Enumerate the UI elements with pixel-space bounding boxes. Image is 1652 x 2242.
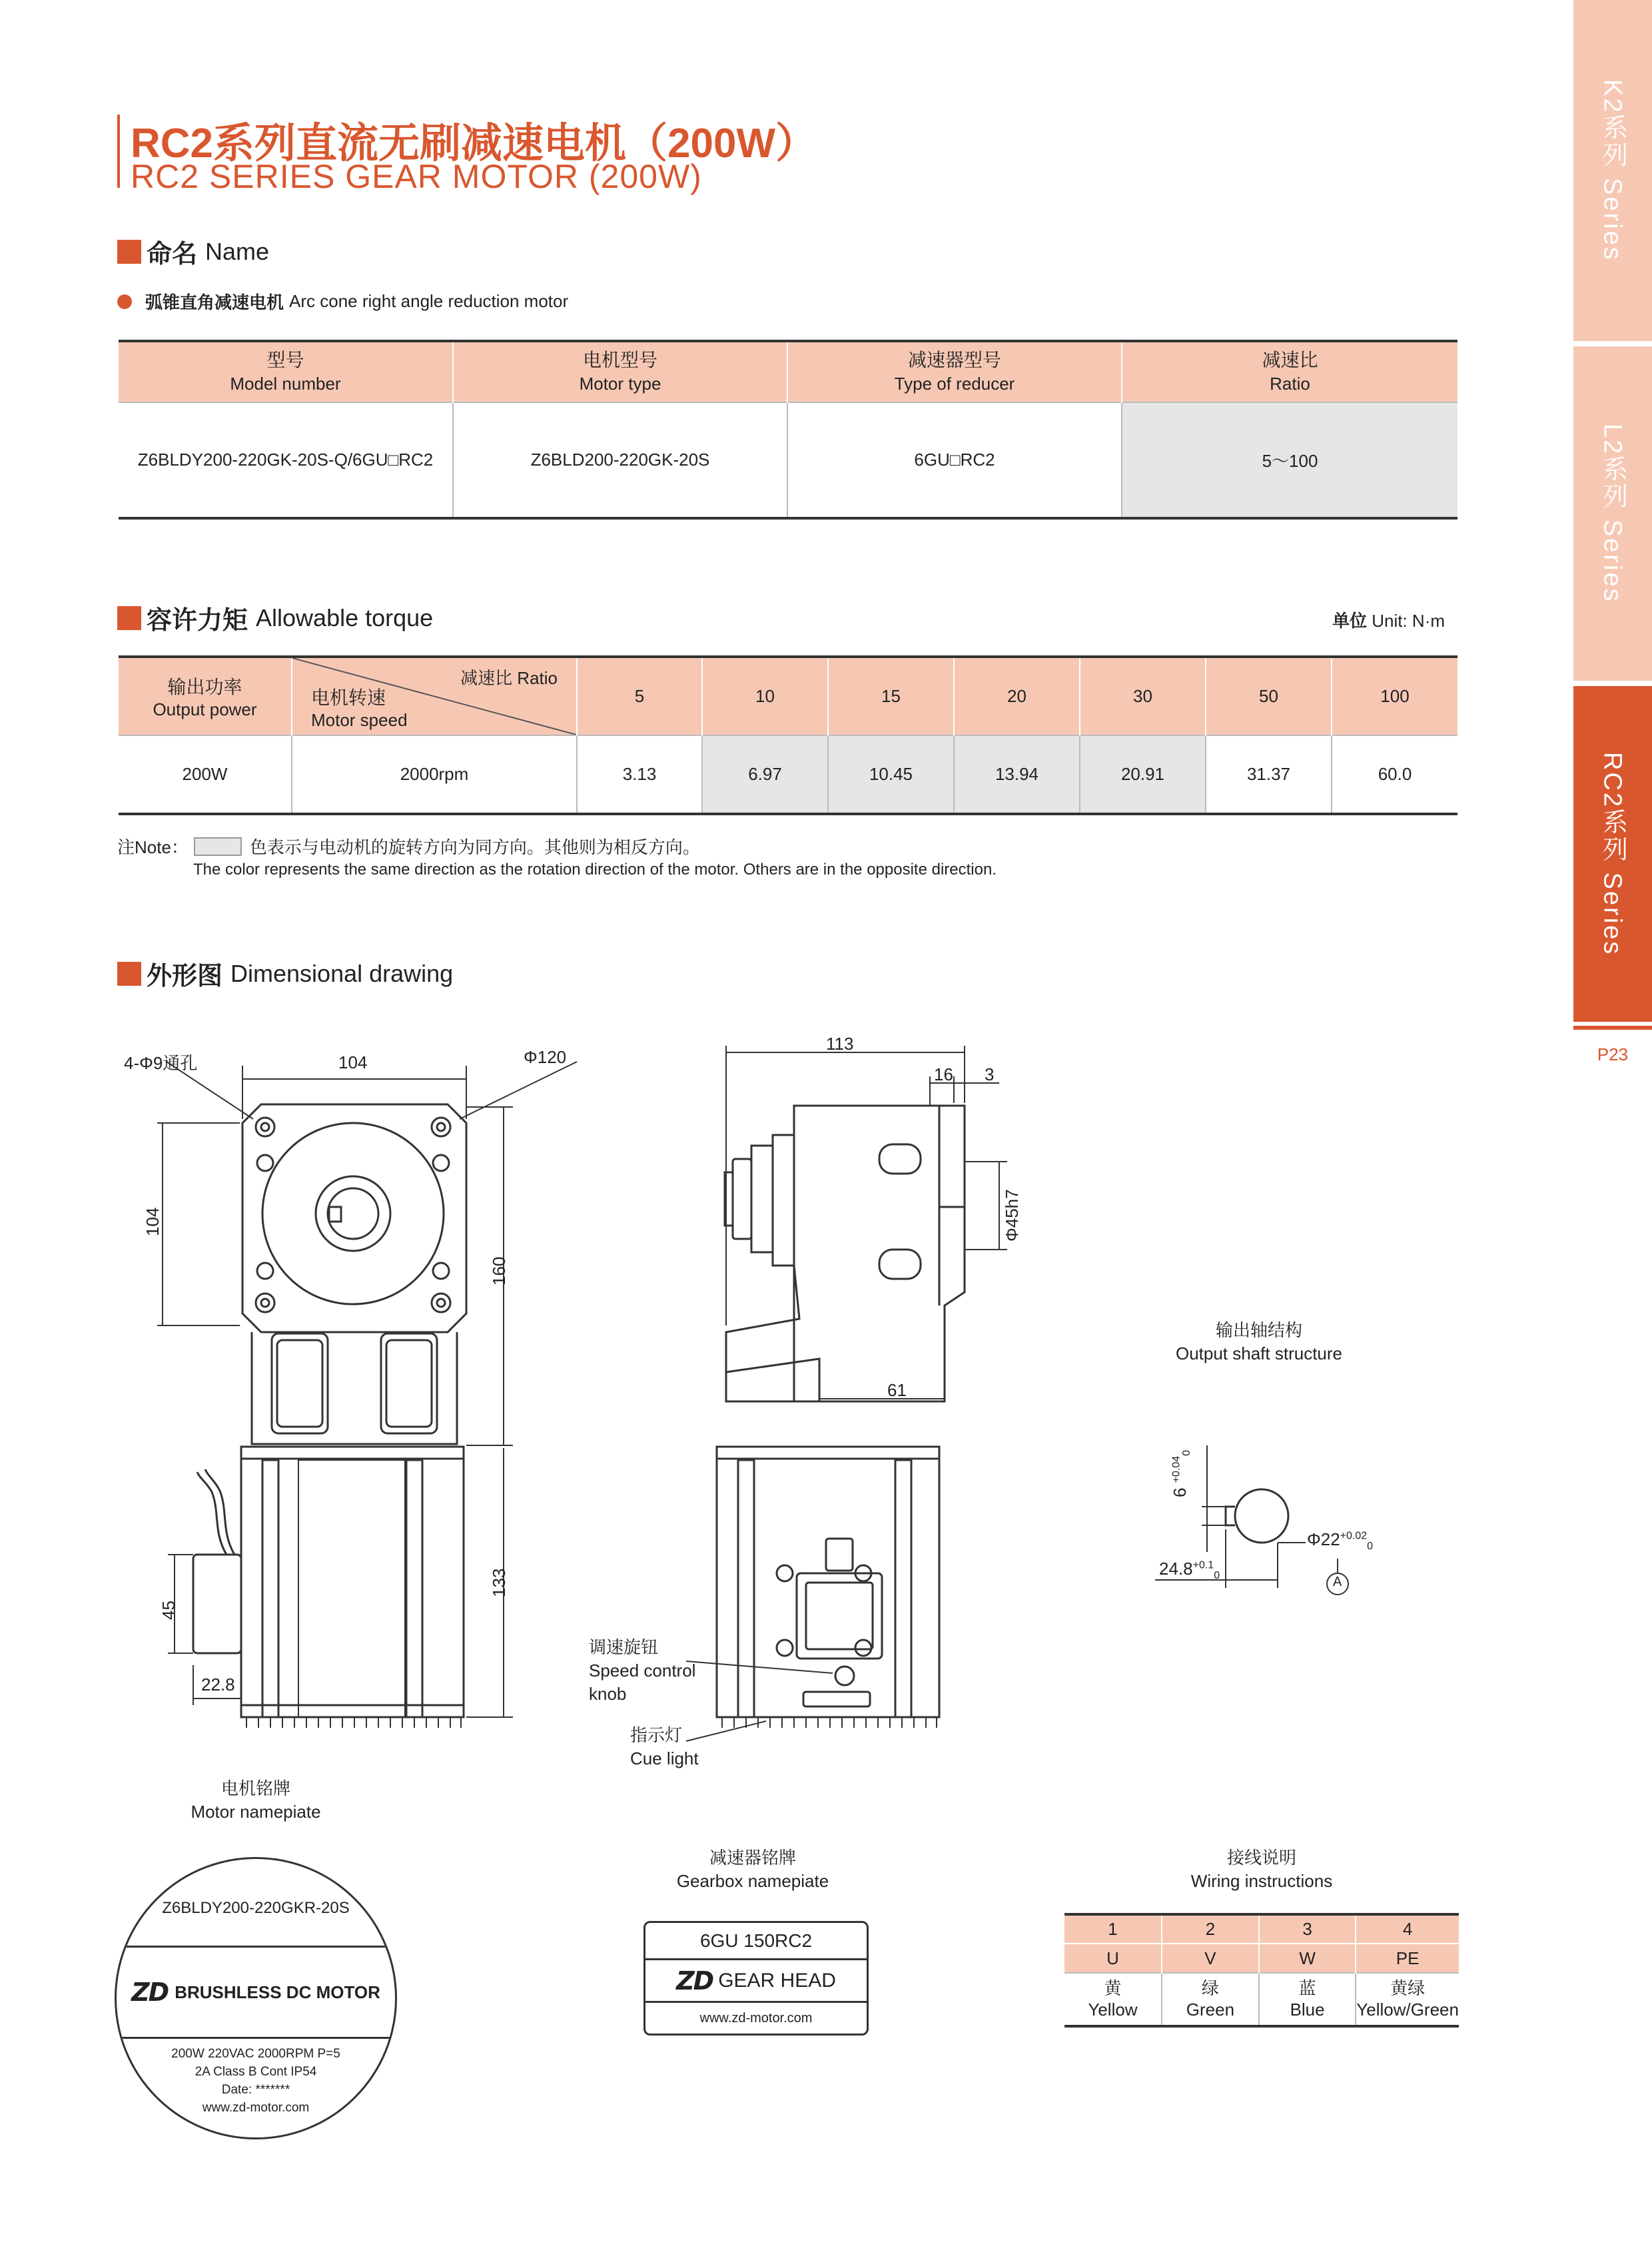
- zd-logo-icon: ZD: [676, 1966, 713, 1996]
- ratio-col: 20: [954, 657, 1080, 735]
- shaft-phi22: $\Phi 22^{+0.02}_0$: [1307, 1529, 1374, 1553]
- gear-np-brand-row: [645, 1960, 867, 2003]
- ratio-header: 减速比 Ratio: [1122, 341, 1457, 402]
- motor-np-line2: 2A Class B Cont IP54: [195, 2064, 317, 2079]
- dim-phi45: Φ45h7: [1002, 1189, 1022, 1242]
- wire-code: PE: [1356, 1944, 1459, 1973]
- ratio-col: 5: [577, 657, 702, 735]
- output-power-header: 输出功率 Output power: [119, 657, 292, 735]
- dim-133: 133: [489, 1568, 509, 1597]
- speed-knob-label: [589, 1636, 695, 1706]
- datum-a: A: [1333, 1575, 1342, 1589]
- gear-np-url: www.zd-motor.com: [699, 2010, 813, 2026]
- dim-160: 160: [489, 1256, 509, 1286]
- torque-value: 60.0: [1332, 735, 1457, 814]
- gearbox-nameplate-label: [653, 1846, 853, 1893]
- page-number: P23: [1597, 1044, 1629, 1064]
- ratio-col: 30: [1080, 657, 1206, 735]
- front-view-motor: [193, 1104, 466, 1717]
- torque-value: 3.13: [577, 735, 702, 814]
- page-title-en: RC2 SERIES GEAR MOTOR (200W): [131, 158, 702, 195]
- dim-113: 113: [826, 1034, 854, 1054]
- dim-16: 16: [934, 1064, 953, 1084]
- note-cn: 色表示与电动机的旋转方向为同方向。其他则为相反方向。: [249, 837, 700, 857]
- name-heading-en: Name: [205, 237, 270, 265]
- speed-label: 电机转速 Motor speed: [311, 687, 408, 730]
- gear-np-model: 6GU 150RC2: [645, 1923, 867, 1960]
- page-title-cn: RC2系列直流无刷减速电机（200W）: [131, 121, 817, 167]
- unit-en: Unit: N·m: [1372, 611, 1446, 631]
- shaft-24-8: $24.8^{+0.1}_0$: [1159, 1559, 1220, 1582]
- model-value: Z6BLDY200-220GK-20S-Q/6GU□RC2: [119, 402, 453, 518]
- dim-61: 61: [887, 1380, 907, 1400]
- torque-value: 10.45: [828, 735, 954, 814]
- unit-cn: 单位: [1332, 611, 1368, 631]
- motor-np-line3: Date: *******: [221, 2082, 290, 2097]
- tab-rc2-label: RC2系列 Series: [1598, 751, 1627, 956]
- note-en: The color represents the same direction as the rotation direction of the motor. Others are in the opposite direction.: [193, 861, 997, 879]
- motor-np-line1: 200W 220VAC 2000RPM P=5: [171, 2047, 340, 2061]
- bullet-cn: 弧锥直角减速电机: [145, 292, 284, 312]
- ratio-col: 100: [1332, 657, 1457, 735]
- dim-22-8: 22.8: [201, 1675, 235, 1694]
- zd-logo-icon: ZD: [131, 1978, 169, 2007]
- cue-light-en: Cue light: [630, 1748, 699, 1769]
- tab-l2-label: L2系列 Series: [1598, 424, 1627, 603]
- wire-color: 绿 Green: [1162, 1973, 1259, 2026]
- shaft-cn: 输出轴结构: [1215, 1320, 1302, 1340]
- torque-heading-cn: 容许力矩: [147, 607, 248, 635]
- motor-np-en: Motor namepiate: [191, 1802, 321, 1822]
- table-row: [1064, 1914, 1459, 1944]
- motor-np-brand-band: [117, 1946, 395, 2039]
- shaft-label: [1159, 1319, 1359, 1365]
- torque-value: 20.91: [1080, 735, 1206, 814]
- note-label: 注Note：: [117, 837, 189, 857]
- wiring-en: Wiring instructions: [1190, 1871, 1333, 1892]
- dim-3: 3: [985, 1064, 995, 1084]
- motor-np-cn: 电机铭牌: [220, 1778, 290, 1798]
- wiring-table: [1064, 1913, 1459, 2028]
- speed-knob-en: Speed control: [589, 1661, 696, 1681]
- shaft-section: [1226, 1489, 1288, 1543]
- speed-value: 2000rpm: [292, 735, 577, 814]
- wire-number: 3: [1259, 1914, 1356, 1944]
- power-value: 200W: [119, 735, 292, 814]
- wire-number: 2: [1162, 1914, 1259, 1944]
- ratio-col: 10: [702, 657, 828, 735]
- cue-light-cn: 指示灯: [630, 1725, 683, 1745]
- wire-code: W: [1259, 1944, 1356, 1973]
- shaft-6: 6 $^{+0.04}_0$: [1170, 1449, 1193, 1497]
- motor-nameplate: [115, 1857, 397, 2139]
- wiring-label: [1162, 1846, 1362, 1893]
- wire-number: 4: [1356, 1914, 1459, 1944]
- wiring-cn: 接线说明: [1226, 1848, 1296, 1868]
- dim-45: 45: [159, 1601, 179, 1620]
- torque-value: 6.97: [702, 735, 828, 814]
- dim-104-side: 104: [143, 1207, 163, 1236]
- shaft-en: Output shaft structure: [1175, 1343, 1342, 1364]
- drawing-heading-en: Dimensional drawing: [230, 959, 454, 987]
- motor-np-specs: [117, 2046, 395, 2117]
- ratio-label: 减速比 Ratio: [460, 668, 558, 688]
- table-row: [1064, 1973, 1459, 2026]
- motor-type-value: Z6BLD200-220GK-20S: [453, 402, 787, 518]
- torque-value: 31.37: [1206, 735, 1332, 814]
- reducer-type-header: 减速器型号 Type of reducer: [787, 341, 1122, 402]
- wire-number: 1: [1064, 1914, 1162, 1944]
- gearbox-nameplate: [643, 1921, 869, 2036]
- drawing-heading-cn: 外形图: [147, 962, 223, 990]
- wire-code: U: [1064, 1944, 1162, 1973]
- motor-np-url: www.zd-motor.com: [202, 2100, 310, 2115]
- motor-type-header: 电机型号 Motor type: [453, 341, 787, 402]
- wire-color: 黄 Yellow: [1064, 1973, 1162, 2026]
- dim-104-top: 104: [338, 1052, 368, 1072]
- table-row: [1064, 1944, 1459, 1973]
- motor-nameplate-label: [156, 1777, 356, 1824]
- speed-knob-en2: knob: [589, 1684, 627, 1704]
- tab-k2-label: K2系列 Series: [1598, 79, 1627, 262]
- ratio-col: 50: [1206, 657, 1332, 735]
- model-header: 型号 Model number: [119, 341, 453, 402]
- wire-color: 蓝 Blue: [1259, 1973, 1356, 2026]
- ratio-col: 15: [828, 657, 954, 735]
- wire-code: V: [1162, 1944, 1259, 1973]
- speed-knob-cn: 调速旋钮: [589, 1637, 659, 1657]
- dim-phi120: Φ120: [524, 1047, 567, 1067]
- ratio-value: 5～100: [1122, 402, 1457, 518]
- bullet-en: Arc cone right angle reduction motor: [289, 291, 569, 311]
- torque-heading-en: Allowable torque: [256, 603, 434, 631]
- name-heading-cn: 命名: [147, 240, 198, 268]
- torque-value: 13.94: [954, 735, 1080, 814]
- reducer-type-value: 6GU□RC2: [787, 402, 1122, 518]
- motor-np-brand: BRUSHLESS DC MOTOR: [175, 1982, 380, 2002]
- side-view-motor: [717, 1106, 965, 1717]
- gear-np-en: Gearbox namepiate: [676, 1871, 829, 1892]
- motor-np-model: Z6BLDY200-220GKR-20S: [162, 1899, 350, 1917]
- cue-light-label: [630, 1724, 699, 1770]
- wire-color: 黄绿 Yellow/Green: [1356, 1973, 1459, 2026]
- gear-np-brand: GEAR HEAD: [718, 1969, 836, 1992]
- hole-label: 4-Φ9通孔: [124, 1053, 198, 1073]
- gear-np-cn: 减速器铭牌: [709, 1848, 796, 1868]
